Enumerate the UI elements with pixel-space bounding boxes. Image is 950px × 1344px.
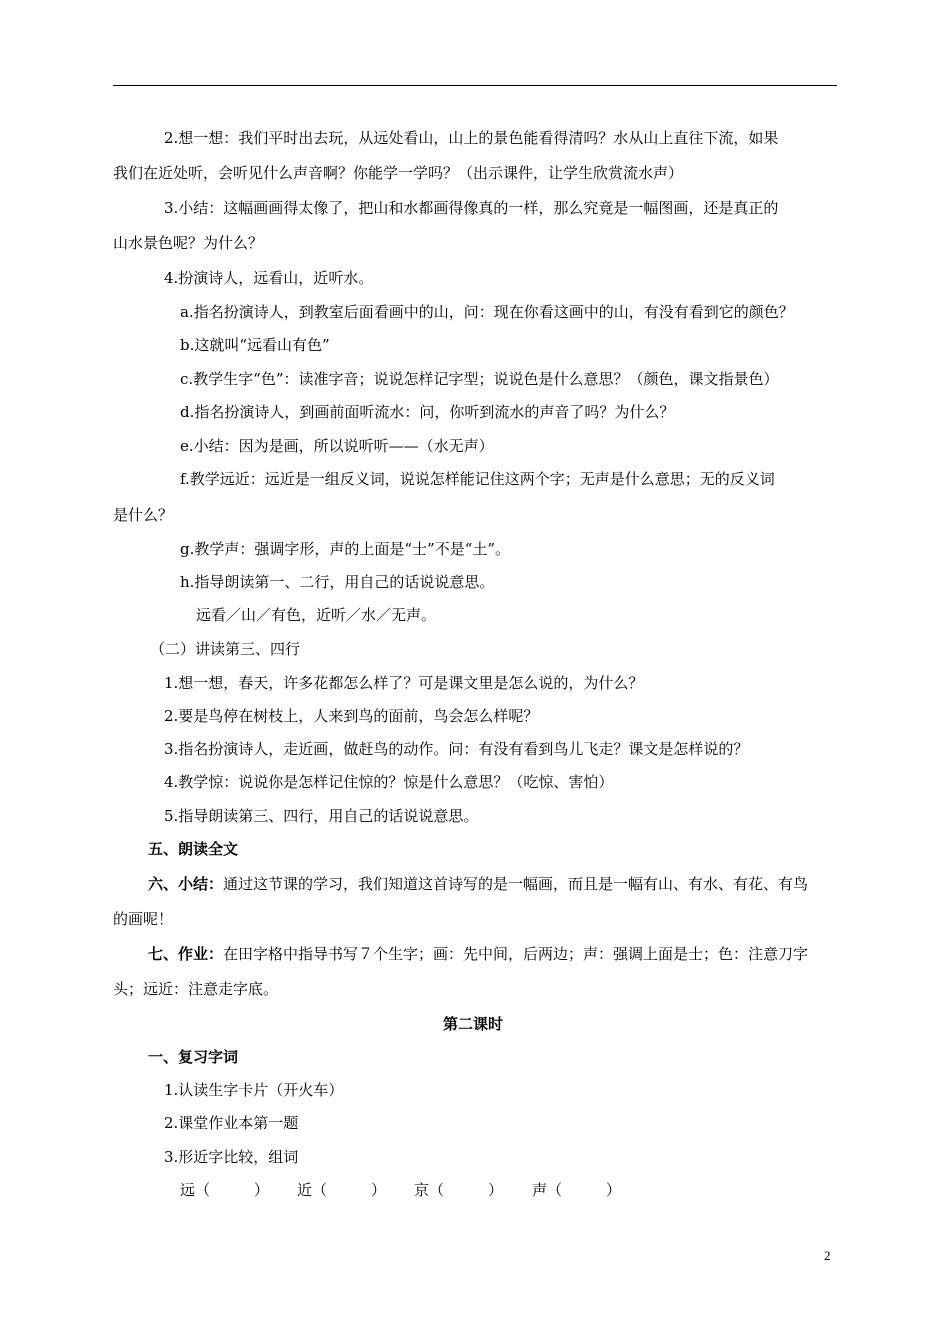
list-item: a.指名扮演诗人，到教室后面看画中的山，问：现在你看这画中的山，有没有看到它的颜色？ (180, 303, 794, 321)
list-item: b.这就叫“远看山有色” (180, 336, 330, 354)
paragraph-line: 山水景色呢？为什么？ (113, 234, 264, 252)
section-subheading: （二）讲读第三、四行 (150, 640, 301, 658)
compare-blank-4: 声（ ） (532, 1181, 622, 1199)
paragraph-line: 2.想一想：我们平时出去玩，从远处看山，山上的景色能看得清吗？水从山上直往下流，如果 (164, 129, 779, 147)
list-item: 1.认读生字卡片（开火车） (164, 1081, 344, 1099)
page-number: 2 (824, 1248, 831, 1263)
reading-rhythm: 远看／山／有色，近听／水／无声。 (196, 606, 437, 624)
homework-text: 在田字格中指导书写７个生字；画：先中间，后两边；声：强调上面是士；色：注意刀字 (223, 945, 809, 963)
paragraph-line: 3.小结：这幅画画得太像了，把山和水都画得像真的一样，那么究竟是一幅图画，还是真正的 (164, 199, 779, 217)
paragraph-line: 4.扮演诗人，远看山，近听水。 (164, 269, 374, 287)
section-heading: 一、复习字词 (148, 1048, 239, 1066)
paragraph-line: 是什么？ (113, 506, 174, 524)
paragraph-line: 我们在近处听，会听见什么声音啊？你能学一学吗？（出示课件，让学生欣赏流水声） (113, 164, 684, 182)
list-item: 2.要是鸟停在树枝上，人来到鸟的面前，鸟会怎么样呢？ (164, 707, 539, 725)
list-item: h.指导朗读第一、二行，用自己的话说说意思。 (180, 573, 495, 591)
list-item: e.小结：因为是画，所以说听听——（水无声） (180, 437, 494, 455)
compare-blank-1: 远（ ） (180, 1181, 270, 1199)
list-item: 3.形近字比较，组词 (164, 1148, 299, 1166)
section-heading: 五、朗读全文 (148, 840, 239, 858)
summary-label: 六、小结： (148, 875, 224, 893)
list-item: d.指名扮演诗人，到画前面听流水：问，你听到流水的声音了吗？为什么？ (180, 403, 675, 421)
list-item: f.教学远近：远近是一组反义词，说说怎样能记住这两个字；无声是什么意思；无的反义词 (180, 470, 775, 488)
paragraph-line: 的画呢！ (113, 910, 174, 928)
list-item: 4.教学惊：说说你是怎样记住惊的？惊是什么意思？（吃惊、害怕） (164, 773, 614, 791)
homework-paragraph (148, 944, 808, 964)
list-item: c.教学生字“色”：读准字音；说说怎样记字型；说说色是什么意思？（颜色，课文指景色） (180, 370, 779, 388)
list-item: 3.指名扮演诗人，走近画，做赶鸟的动作。问：有没有看到鸟儿飞走？课文是怎样说的？ (164, 740, 749, 758)
lesson-title: 第二课时 (443, 1015, 504, 1033)
homework-label: 七、作业： (148, 945, 224, 963)
summary-paragraph (148, 874, 808, 894)
list-item: 5.指导朗读第三、四行，用自己的话说说意思。 (164, 807, 479, 825)
summary-text: 通过这节课的学习，我们知道这首诗写的是一幅画，而且是一幅有山、有水、有花、有鸟 (223, 875, 809, 893)
compare-blank-2: 近（ ） (297, 1181, 387, 1199)
compare-blank-3: 京（ ） (414, 1181, 504, 1199)
list-item: 1.想一想，春天，许多花都怎么样了？可是课文里是怎么说的，为什么？ (164, 674, 644, 692)
list-item: 2.课堂作业本第一题 (164, 1114, 299, 1132)
list-item: g.教学声：强调字形，声的上面是“士”不是“土”。 (180, 540, 511, 558)
paragraph-line: 头；远近：注意走字底。 (113, 980, 279, 998)
header-rule (113, 85, 837, 86)
